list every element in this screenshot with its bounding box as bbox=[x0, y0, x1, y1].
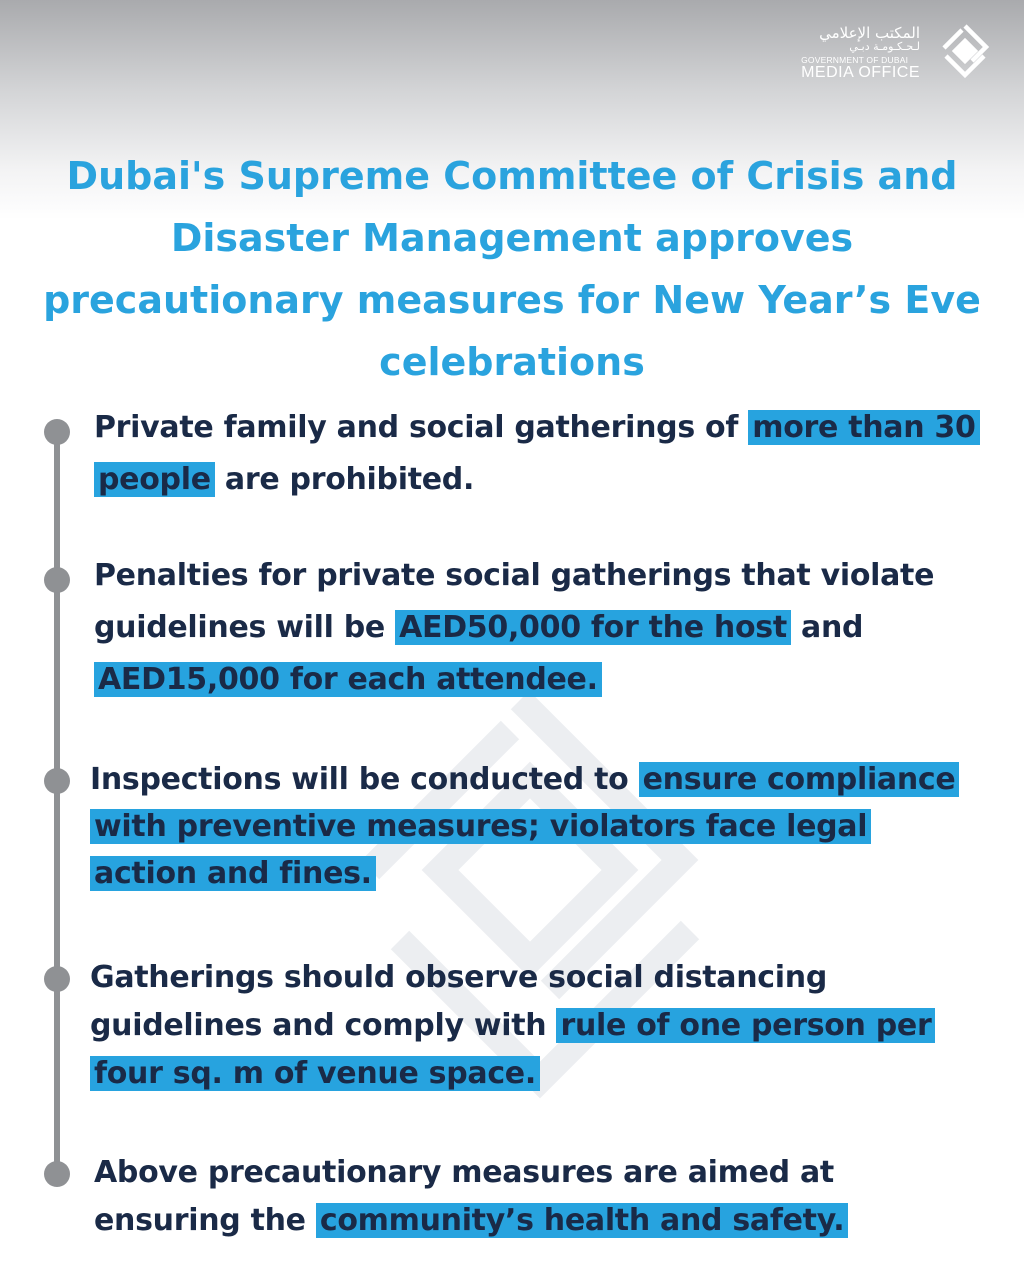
logo-text bbox=[801, 25, 920, 81]
item-text: Private family and social gatherings of bbox=[94, 410, 749, 445]
timeline-dot bbox=[44, 1161, 70, 1187]
diamond-emblem-icon bbox=[934, 22, 996, 84]
list-item bbox=[94, 1149, 954, 1245]
list-item bbox=[94, 402, 984, 506]
item-highlight: ensure compliance with preventive measures; violators face legal action and fines. bbox=[90, 762, 959, 891]
item-highlight: AED50,000 for the host bbox=[395, 610, 791, 645]
timeline-dot bbox=[44, 768, 70, 794]
item-text: Gatherings should observe social distancing guidelines and comply with bbox=[90, 960, 827, 1043]
page-title: Dubai's Supreme Committee of Crisis and Disaster Management approves precautionary measures for New Year’s Eve celebrations bbox=[43, 154, 981, 384]
logo-arabic-line1: المكتب الإعلامي bbox=[819, 24, 920, 42]
media-office-logo bbox=[801, 22, 996, 84]
list-item bbox=[94, 550, 994, 706]
logo-government: GOVERNMENT OF DUBAI bbox=[801, 55, 909, 65]
item-text: are prohibited. bbox=[214, 462, 475, 497]
list-item bbox=[90, 756, 970, 897]
item-text: Above precautionary measures are aimed at ensuring the bbox=[94, 1155, 834, 1238]
timeline-line bbox=[54, 430, 60, 1178]
logo-arabic-line2: لـحـكـومـة دبـي bbox=[849, 40, 920, 53]
item-highlight: rule of one person per four sq. m of venue space. bbox=[90, 1008, 935, 1091]
timeline-dot bbox=[44, 567, 70, 593]
item-text: Inspections will be conducted to bbox=[90, 762, 639, 797]
item-text: and bbox=[790, 610, 864, 645]
item-highlight: AED15,000 for each attendee. bbox=[94, 662, 602, 697]
item-highlight: more than 30 people bbox=[94, 410, 980, 497]
item-text: Penalties for private social gatherings that violate guidelines will be bbox=[94, 558, 935, 645]
logo-media-office: MEDIA OFFICE bbox=[801, 64, 920, 81]
timeline-dot bbox=[44, 966, 70, 992]
item-highlight: community’s health and safety. bbox=[316, 1203, 848, 1238]
timeline-dot bbox=[44, 419, 70, 445]
list-item bbox=[90, 954, 950, 1098]
